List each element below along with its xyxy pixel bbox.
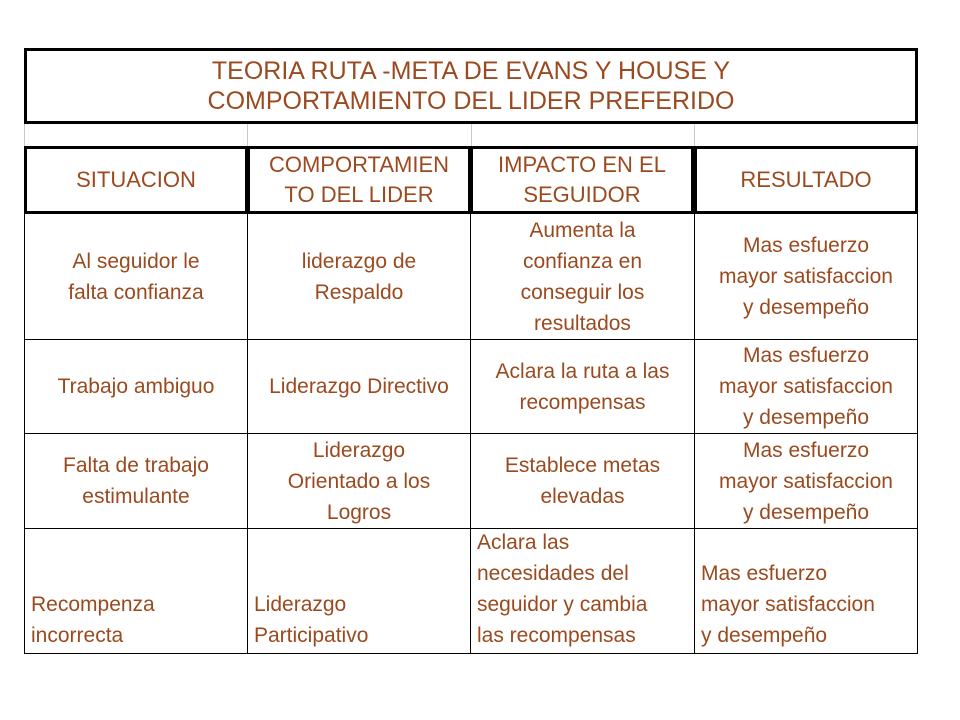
cell-text: Al seguidor le xyxy=(72,249,200,273)
cell-text: y desempeño xyxy=(742,296,870,319)
header-text: SITUACION xyxy=(76,167,196,192)
header-text: IMPACTO EN EL xyxy=(498,152,666,177)
grid-hline xyxy=(24,339,918,340)
cell-text: Participativo xyxy=(254,624,369,647)
cell-text: Mas esfuerzo xyxy=(742,234,870,257)
cell-r2-comportamiento xyxy=(248,340,470,433)
cell-text: Recompenza xyxy=(31,593,155,616)
cell-r3-situacion xyxy=(25,434,247,528)
cell-text: Orientado a los xyxy=(287,469,431,493)
grid-vline xyxy=(24,214,25,654)
cell-text: Falta de trabajo xyxy=(63,454,209,477)
header-text: TO DEL LIDER xyxy=(284,182,434,207)
header-comportamiento xyxy=(247,146,471,214)
title-line-1: TEORIA RUTA -META DE EVANS Y HOUSE Y xyxy=(211,57,731,85)
spacer-row xyxy=(24,124,918,146)
cell-text: Mas esfuerzo xyxy=(742,438,870,462)
header-situacion xyxy=(24,146,248,214)
cell-r1-impacto xyxy=(471,214,694,339)
cell-text: seguidor y cambia xyxy=(477,593,648,616)
grid-vline xyxy=(470,214,471,654)
cell-text: falta confianza xyxy=(68,280,204,304)
cell-text: Aclara la ruta a las xyxy=(495,359,670,383)
cell-text: incorrecta xyxy=(31,624,124,647)
cell-r4-comportamiento xyxy=(248,529,470,653)
header-resultado xyxy=(694,146,918,214)
header-text: SEGUIDOR xyxy=(523,182,641,207)
cell-text: liderazgo de xyxy=(301,249,417,273)
title-line-2: COMPORTAMIENTO DEL LIDER PREFERIDO xyxy=(207,87,735,115)
cell-r1-comportamiento xyxy=(248,214,470,339)
cell-r4-situacion xyxy=(25,529,247,653)
cell-r4-impacto xyxy=(471,529,694,653)
cell-text: Trabajo ambiguo xyxy=(57,375,215,398)
cell-text: Respaldo xyxy=(314,280,404,304)
cell-text: estimulante xyxy=(82,485,190,508)
cell-text: Aclara las xyxy=(477,531,570,554)
spacer-gridline xyxy=(917,124,918,146)
cell-r1-resultado xyxy=(695,214,917,339)
cell-text: mayor satisfaccion xyxy=(719,265,893,288)
cell-text: mayor satisfaccion xyxy=(719,375,893,398)
spacer-gridline xyxy=(471,124,472,146)
cell-r3-impacto xyxy=(471,434,694,528)
cell-r2-situacion xyxy=(25,340,247,433)
cell-text: Mas esfuerzo xyxy=(701,562,828,585)
grid-vline xyxy=(247,214,248,654)
cell-text: mayor satisfaccion xyxy=(701,593,875,616)
cell-r3-resultado xyxy=(695,434,917,528)
cell-text: Aumenta la xyxy=(529,218,636,242)
cell-text: Mas esfuerzo xyxy=(742,344,870,367)
spacer-gridline xyxy=(24,124,25,146)
cell-text: y desempeño xyxy=(742,500,870,524)
header-impacto xyxy=(470,146,694,214)
spacer-gridline xyxy=(247,124,248,146)
grid-hline xyxy=(24,528,918,529)
cell-r4-resultado xyxy=(695,529,917,653)
cell-text: confianza en xyxy=(522,249,643,273)
cell-text: mayor satisfaccion xyxy=(719,469,893,493)
cell-r3-comportamiento xyxy=(248,434,470,528)
cell-r2-resultado xyxy=(695,340,917,433)
cell-text: Liderazgo xyxy=(254,593,347,616)
header-text: COMPORTAMIEN xyxy=(268,152,450,177)
cell-text: resultados xyxy=(534,311,631,335)
cell-text: y desempeño xyxy=(701,624,828,647)
cell-r1-situacion xyxy=(25,214,247,339)
cell-text: necesidades del xyxy=(477,562,629,585)
title-box xyxy=(24,48,918,124)
cell-r2-impacto xyxy=(471,340,694,433)
header-text: RESULTADO xyxy=(740,167,872,192)
cell-text: las recompensas xyxy=(477,624,636,647)
cell-text: Liderazgo xyxy=(312,438,406,462)
cell-text: elevadas xyxy=(540,485,625,508)
cell-text: conseguir los xyxy=(520,280,645,304)
grid-hline xyxy=(24,433,918,434)
cell-text: recompensas xyxy=(519,390,646,414)
cell-text: Establece metas xyxy=(504,454,661,477)
cell-text: y desempeño xyxy=(742,406,870,429)
spacer-gridline xyxy=(694,124,695,146)
grid-vline xyxy=(694,214,695,654)
grid-vline xyxy=(917,214,918,654)
cell-text: Liderazgo Directivo xyxy=(269,375,449,398)
cell-text: Logros xyxy=(326,500,392,524)
grid-hline xyxy=(24,653,918,654)
